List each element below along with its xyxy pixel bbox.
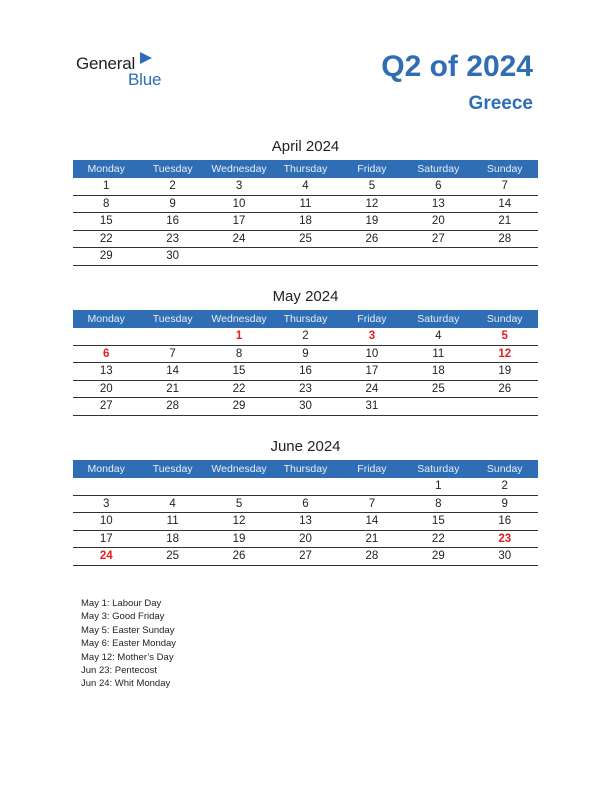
day-cell: 5 xyxy=(501,330,508,342)
day-cell: 12 xyxy=(365,197,379,210)
day-cell xyxy=(339,478,405,495)
day-cell: 1 xyxy=(235,330,243,342)
day-cell: 7 xyxy=(368,497,376,510)
week-row xyxy=(73,363,538,381)
week-row xyxy=(73,531,538,549)
day-cell: 11 xyxy=(299,197,312,210)
day-cell: 26 xyxy=(498,382,512,395)
day-cell: 3 xyxy=(103,497,110,510)
week-row xyxy=(73,196,538,214)
day-cell: 1 xyxy=(435,480,442,492)
week-row xyxy=(73,381,538,399)
day-cell: 18 xyxy=(166,532,180,545)
week-row xyxy=(73,213,538,231)
day-cell: 20 xyxy=(99,382,113,395)
holiday-item: May 5: Easter Sunday xyxy=(81,624,175,636)
day-cell: 28 xyxy=(365,550,379,562)
day-cell xyxy=(73,328,139,345)
day-cell: 1 xyxy=(103,180,110,192)
day-cell: 29 xyxy=(99,250,113,262)
day-cell: 9 xyxy=(302,347,309,360)
holiday-item: May 6: Easter Monday xyxy=(81,638,177,650)
page-title: Q2 of 2024 xyxy=(381,50,533,83)
day-cell xyxy=(405,248,471,265)
day-cell: 17 xyxy=(365,365,379,377)
weekday-label: Monday xyxy=(87,463,125,475)
day-cell: 30 xyxy=(498,550,512,562)
day-cell: 14 xyxy=(166,365,180,377)
week-row xyxy=(73,248,538,266)
weekday-label: Thursday xyxy=(283,163,328,175)
day-cell xyxy=(405,398,471,415)
day-cell: 28 xyxy=(166,400,180,412)
day-cell: 8 xyxy=(435,497,442,510)
day-cell xyxy=(272,248,338,265)
weekday-label: Thursday xyxy=(283,463,328,475)
weekday-label: Saturday xyxy=(417,463,460,475)
day-cell: 24 xyxy=(232,232,246,245)
day-cell: 22 xyxy=(232,382,246,395)
day-cell: 3 xyxy=(235,180,243,192)
day-cell: 27 xyxy=(99,400,113,412)
day-cell: 26 xyxy=(365,232,379,245)
month-title: May 2024 xyxy=(272,288,339,305)
day-cell: 27 xyxy=(431,232,445,245)
day-cell: 20 xyxy=(299,532,312,545)
day-cell: 28 xyxy=(498,232,512,245)
day-cell: 15 xyxy=(99,215,113,227)
day-cell: 30 xyxy=(299,400,312,412)
day-cell: 8 xyxy=(235,347,243,360)
day-cell: 23 xyxy=(166,232,180,245)
day-cell: 4 xyxy=(169,497,176,510)
holiday-item: May 3: Good Friday xyxy=(81,611,165,623)
day-cell: 21 xyxy=(166,382,180,395)
week-row xyxy=(73,496,538,514)
day-cell xyxy=(73,478,139,495)
day-cell: 25 xyxy=(299,232,312,245)
weekday-label: Thursday xyxy=(283,313,328,325)
general-blue-logo xyxy=(76,52,176,92)
day-cell: 23 xyxy=(498,532,512,545)
day-cell: 5 xyxy=(368,180,376,192)
weekday-label: Sunday xyxy=(486,163,523,175)
day-cell xyxy=(139,478,205,495)
day-cell: 6 xyxy=(103,347,110,360)
day-cell: 8 xyxy=(103,197,110,210)
day-cell: 20 xyxy=(431,215,445,227)
day-cell xyxy=(472,248,538,265)
day-cell: 24 xyxy=(365,382,379,395)
day-cell: 24 xyxy=(99,550,113,562)
day-cell: 22 xyxy=(431,532,445,545)
weekday-label: Sunday xyxy=(486,313,523,325)
day-cell xyxy=(206,248,272,265)
holiday-list xyxy=(81,597,176,691)
logo-text-general: General xyxy=(76,54,136,73)
weekday-label: Wednesday xyxy=(211,163,267,175)
weekday-label: Wednesday xyxy=(211,313,267,325)
day-cell xyxy=(272,478,338,495)
weekday-label: Saturday xyxy=(417,313,460,325)
holiday-item: May 12: Mother’s Day xyxy=(81,651,174,663)
month-calendar xyxy=(73,288,538,416)
weekday-header xyxy=(73,310,538,328)
day-cell: 12 xyxy=(498,347,512,360)
day-cell: 22 xyxy=(99,232,113,245)
day-cell: 27 xyxy=(299,550,312,562)
day-cell: 21 xyxy=(365,532,379,545)
day-cell: 29 xyxy=(232,400,246,412)
week-row xyxy=(73,328,538,346)
week-row xyxy=(73,513,538,531)
day-cell: 15 xyxy=(431,515,445,527)
day-cell: 29 xyxy=(431,550,445,562)
day-cell: 26 xyxy=(232,550,246,562)
weekday-label: Tuesday xyxy=(152,313,193,325)
day-cell: 13 xyxy=(99,365,113,377)
day-cell: 2 xyxy=(501,480,508,492)
day-cell: 14 xyxy=(498,197,512,210)
day-cell xyxy=(472,398,538,415)
country-name: Greece xyxy=(468,93,533,114)
day-cell: 10 xyxy=(365,347,379,360)
week-row xyxy=(73,231,538,249)
holiday-item: May 1: Labour Day xyxy=(81,598,162,609)
weekday-label: Wednesday xyxy=(211,463,267,475)
day-cell: 4 xyxy=(302,180,309,192)
day-cell: 16 xyxy=(299,365,312,377)
week-row xyxy=(73,478,538,496)
holiday-item: Jun 24: Whit Monday xyxy=(81,678,171,690)
day-cell: 16 xyxy=(166,215,180,227)
day-cell: 7 xyxy=(501,180,508,192)
day-cell: 19 xyxy=(498,365,512,377)
day-cell: 12 xyxy=(232,515,246,527)
weekday-label: Saturday xyxy=(417,163,460,175)
day-cell: 10 xyxy=(232,197,246,210)
weekday-label: Tuesday xyxy=(152,163,193,175)
holiday-item: Jun 23: Pentecost xyxy=(81,664,158,676)
week-row xyxy=(73,346,538,364)
day-cell: 23 xyxy=(299,382,312,395)
day-cell xyxy=(139,328,205,345)
week-row xyxy=(73,398,538,416)
weekday-label: Friday xyxy=(357,163,387,175)
week-row xyxy=(73,548,538,566)
month-title: April 2024 xyxy=(271,138,340,155)
day-cell: 4 xyxy=(435,330,442,342)
day-cell: 18 xyxy=(431,365,445,377)
day-cell: 7 xyxy=(169,347,176,360)
day-cell: 9 xyxy=(501,497,508,510)
day-cell: 2 xyxy=(169,180,176,192)
day-cell: 15 xyxy=(232,365,246,377)
weekday-label: Friday xyxy=(357,463,387,475)
day-cell: 30 xyxy=(166,250,180,262)
day-cell: 17 xyxy=(99,532,113,545)
weekday-label: Monday xyxy=(87,163,125,175)
day-cell: 16 xyxy=(498,515,512,527)
day-cell: 11 xyxy=(432,347,445,360)
month-calendar xyxy=(73,438,538,566)
day-cell: 25 xyxy=(431,382,445,395)
day-cell: 10 xyxy=(99,515,113,527)
day-cell: 19 xyxy=(365,215,379,227)
day-cell: 11 xyxy=(166,515,179,527)
day-cell: 5 xyxy=(235,497,243,510)
day-cell: 31 xyxy=(365,400,379,412)
day-cell: 17 xyxy=(232,215,246,227)
week-row xyxy=(73,178,538,196)
day-cell: 9 xyxy=(169,197,176,210)
day-cell: 13 xyxy=(299,515,312,527)
weekday-label: Tuesday xyxy=(152,463,193,475)
day-cell xyxy=(339,248,405,265)
day-cell: 3 xyxy=(368,330,376,342)
day-cell: 13 xyxy=(431,197,445,210)
day-cell: 18 xyxy=(299,215,312,227)
weekday-header xyxy=(73,460,538,478)
logo-text-blue: Blue xyxy=(128,70,162,89)
day-cell: 21 xyxy=(498,215,512,227)
day-cell: 6 xyxy=(302,497,309,510)
month-title: June 2024 xyxy=(270,438,341,455)
day-cell: 6 xyxy=(435,180,442,192)
day-cell: 19 xyxy=(232,532,246,545)
logo-flag-icon xyxy=(140,52,152,64)
weekday-label: Sunday xyxy=(486,463,523,475)
month-calendar xyxy=(73,138,538,266)
weekday-label: Monday xyxy=(87,313,125,325)
day-cell: 25 xyxy=(166,550,180,562)
day-cell: 14 xyxy=(365,515,379,527)
day-cell xyxy=(206,478,272,495)
weekday-header xyxy=(73,160,538,178)
day-cell: 2 xyxy=(302,330,309,342)
weekday-label: Friday xyxy=(357,313,387,325)
